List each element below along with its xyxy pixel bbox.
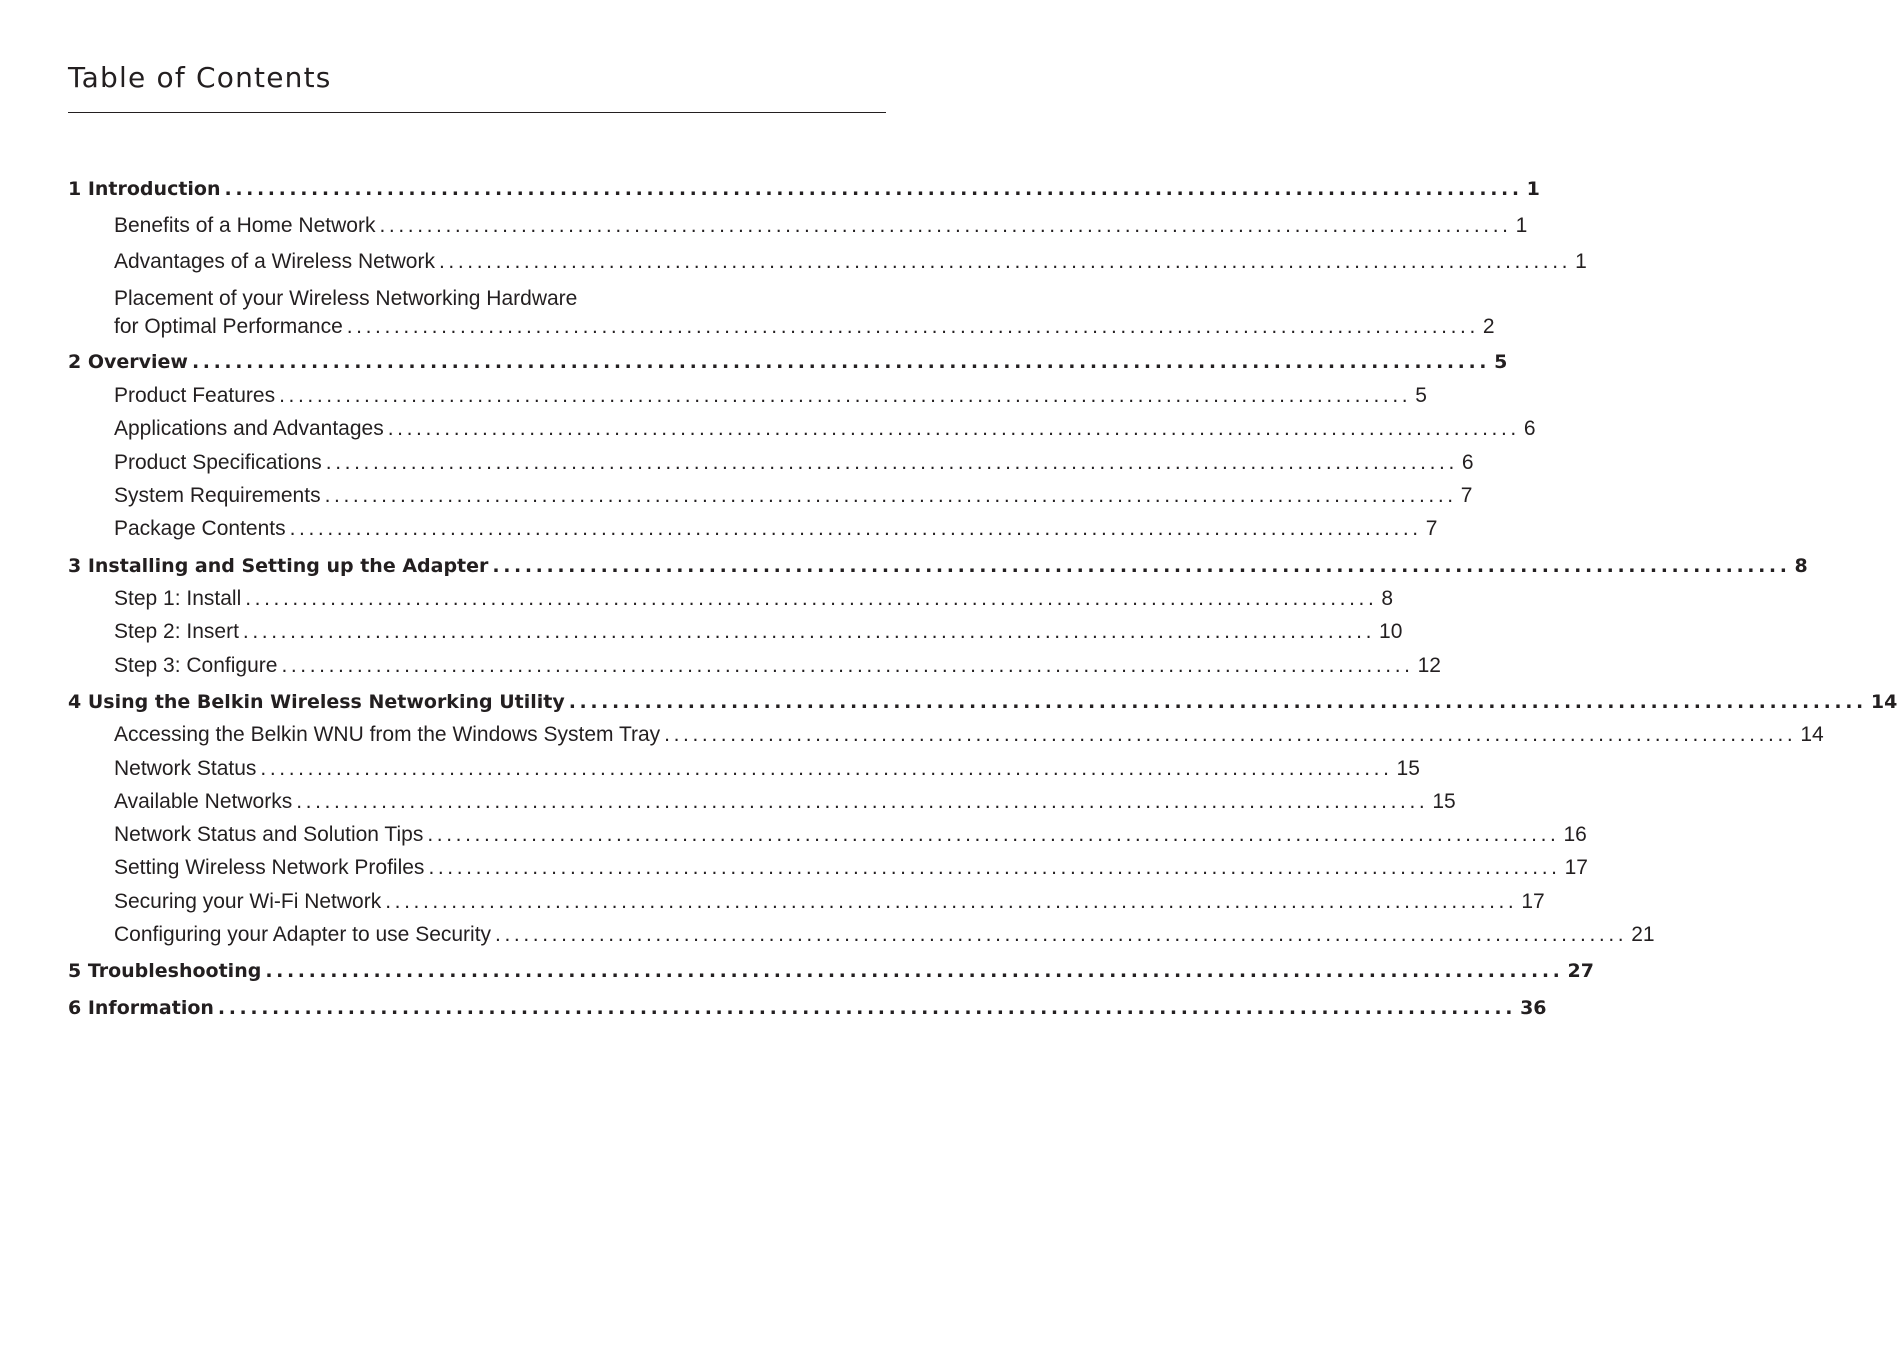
dot-leader: ........................................................................................................................ <box>379 214 1512 237</box>
toc-page-number: 36 <box>1520 997 1547 1019</box>
toc-entry-label: Accessing the Belkin WNU from the Windows System Tray <box>114 723 661 746</box>
toc-section-network-status[interactable] <box>68 755 1420 783</box>
toc-page-number: 1 <box>1515 214 1528 237</box>
toc-page-number: 12 <box>1417 654 1441 677</box>
toc-section-step-2-insert[interactable] <box>68 618 1403 646</box>
toc-section-placement-hardware[interactable] <box>114 285 1495 341</box>
toc-entry-label: 1 Introduction <box>68 178 221 200</box>
toc-chapter-overview[interactable] <box>68 349 1508 375</box>
toc-page-number: 14 <box>1870 691 1897 713</box>
toc-section-benefits-home-network[interactable] <box>68 212 1528 240</box>
toc-entry-label: Securing your Wi-Fi Network <box>114 890 382 913</box>
toc-entry-label: Network Status <box>114 757 257 780</box>
dot-leader: ........................................................................................................................ <box>265 960 1564 982</box>
toc-entry-label: System Requirements <box>114 484 321 507</box>
dot-leader: ........................................................................................................................ <box>217 997 1517 1019</box>
toc-page-number: 7 <box>1425 517 1438 540</box>
toc-page-number: 5 <box>1415 384 1427 407</box>
dot-leader: ........................................................................................................................ <box>428 856 1561 879</box>
dot-leader: ........................................................................................................................ <box>281 654 1414 677</box>
toc-page-number: 16 <box>1563 823 1587 846</box>
toc-entry-label: Advantages of a Wireless Network <box>114 250 435 273</box>
toc-entry-label: Setting Wireless Network Profiles <box>114 856 425 879</box>
toc-chapter-information[interactable] <box>68 995 1547 1021</box>
toc-section-accessing-wnu[interactable] <box>68 721 1824 749</box>
toc-section-system-requirements[interactable] <box>68 482 1473 510</box>
dot-leader: ........................................................................................................................ <box>260 757 1393 780</box>
toc-section-configuring-security[interactable] <box>68 921 1655 949</box>
toc-entry-label: Configuring your Adapter to use Security <box>114 923 492 946</box>
toc-page-number: 6 <box>1461 451 1474 474</box>
toc-entry-label: Applications and Advantages <box>114 417 384 440</box>
dot-leader: ........................................................................................................................ <box>245 587 1378 610</box>
toc-page-number: 10 <box>1379 620 1403 643</box>
toc-section-advantages-wireless-network[interactable] <box>68 248 1587 276</box>
toc-section-product-specifications[interactable] <box>68 449 1474 477</box>
toc-chapter-introduction[interactable] <box>68 176 1540 202</box>
toc-chapter-wireless-networking-utility[interactable] <box>68 689 1897 715</box>
toc-entry-label: 3 Installing and Setting up the Adapter <box>68 555 489 577</box>
toc-entry-label: Placement of your Wireless Networking Hardware <box>114 287 578 310</box>
dot-leader: ........................................................................................................................ <box>325 451 1458 474</box>
toc-page-number: 2 <box>1482 315 1495 338</box>
toc-entry-label: 5 Troubleshooting <box>68 960 262 982</box>
dot-leader: ........................................................................................................................ <box>279 384 1412 407</box>
toc-page-number: 5 <box>1494 351 1508 373</box>
toc-entry-label: Package Contents <box>114 517 286 540</box>
dot-leader: ........................................................................................................................ <box>495 923 1628 946</box>
dot-leader: ........................................................................................................................ <box>324 484 1457 507</box>
toc-page-number: 21 <box>1631 923 1655 946</box>
toc-chapter-troubleshooting[interactable] <box>68 958 1594 984</box>
dot-leader: ........................................................................................................................ <box>191 351 1491 373</box>
toc-entry-label: 2 Overview <box>68 351 188 373</box>
toc-section-available-networks[interactable] <box>68 788 1456 816</box>
toc-page-number: 8 <box>1794 555 1808 577</box>
toc-page-number: 15 <box>1396 757 1420 780</box>
toc-page-number: 7 <box>1460 484 1473 507</box>
toc-page-number: 14 <box>1800 723 1824 746</box>
toc-page-number: 17 <box>1564 856 1588 879</box>
toc-entry-label: Product Specifications <box>114 451 322 474</box>
dot-leader: ........................................................................................................................ <box>427 823 1560 846</box>
dot-leader: ........................................................................................................................ <box>492 555 1791 577</box>
dot-leader: ........................................................................................................................ <box>224 178 1523 200</box>
toc-page-number: 15 <box>1432 790 1456 813</box>
toc-page-number: 6 <box>1523 417 1536 440</box>
toc-entry-label: Network Status and Solution Tips <box>114 823 424 846</box>
toc-entry-label: Benefits of a Home Network <box>114 214 376 237</box>
toc-section-step-1-install[interactable] <box>68 585 1394 613</box>
toc-entry-label: Available Networks <box>114 790 293 813</box>
toc-entry-label: for Optimal Performance <box>114 315 343 338</box>
toc-section-step-3-configure[interactable] <box>68 652 1441 680</box>
toc-section-product-features[interactable] <box>68 382 1427 410</box>
toc-entry-continuation <box>114 313 1495 341</box>
toc-entry-label: 4 Using the Belkin Wireless Networking Utility <box>68 691 565 713</box>
toc-entry-label: Step 2: Insert <box>114 620 239 643</box>
toc-section-package-contents[interactable] <box>68 515 1438 543</box>
dot-leader: ........................................................................................................................ <box>664 723 1797 746</box>
dot-leader: ........................................................................................................................ <box>438 250 1572 273</box>
page-title: Table of Contents <box>68 61 332 94</box>
toc-page-number: 8 <box>1381 587 1394 610</box>
toc-section-status-solution-tips[interactable] <box>68 821 1587 849</box>
toc-section-securing-wifi[interactable] <box>68 888 1545 916</box>
toc-section-network-profiles[interactable] <box>68 854 1588 882</box>
toc-entry-label: Step 1: Install <box>114 587 242 610</box>
toc-entry-label: Product Features <box>114 384 276 407</box>
dot-leader: ........................................................................................................................ <box>242 620 1376 643</box>
title-divider <box>68 112 886 113</box>
toc-page-number: 1 <box>1575 250 1587 273</box>
dot-leader: ........................................................................................................................ <box>296 790 1429 813</box>
dot-leader: ........................................................................................................................ <box>385 890 1518 913</box>
dot-leader: ........................................................................................................................ <box>387 417 1520 440</box>
toc-section-applications-advantages[interactable] <box>68 415 1536 443</box>
dot-leader: ........................................................................................................................ <box>568 691 1867 713</box>
dot-leader: ........................................................................................................................ <box>289 517 1422 540</box>
toc-entry-label: 6 Information <box>68 997 214 1019</box>
toc-page-number: 1 <box>1526 178 1540 200</box>
toc-page-number: 27 <box>1567 960 1594 982</box>
dot-leader: ........................................................................................................................ <box>346 315 1479 338</box>
toc-entry-label: Step 3: Configure <box>114 654 278 677</box>
toc-chapter-installing-adapter[interactable] <box>68 553 1808 579</box>
toc-page-number: 17 <box>1521 890 1545 913</box>
